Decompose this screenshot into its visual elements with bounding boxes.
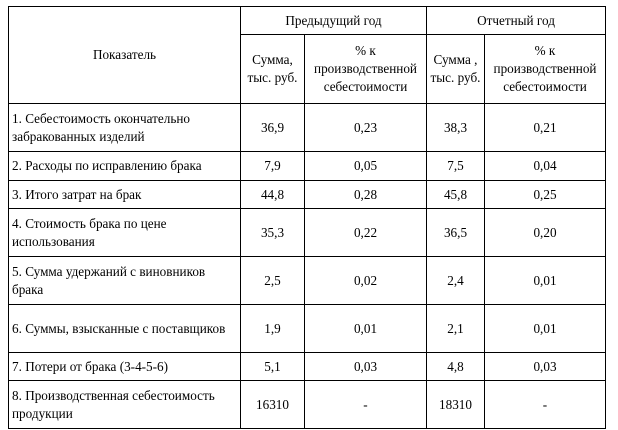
curr-sum-cell: 2,4 xyxy=(427,257,485,305)
prev-sum-header: Сумма, тыс. руб. xyxy=(241,35,305,104)
indicator-header: Показатель xyxy=(9,7,241,104)
curr-pct-cell: 0,21 xyxy=(485,104,606,152)
row-name: 7. Потери от брака (3-4-5-6) xyxy=(9,353,241,381)
row-name: 6. Суммы, взысканные с поставщиков xyxy=(9,305,241,353)
curr-year-header: Отчетный год xyxy=(427,7,606,35)
curr-sum-cell: 7,5 xyxy=(427,152,485,181)
row-name: 5. Сумма удержаний с виновников брака xyxy=(9,257,241,305)
table-row xyxy=(9,152,606,181)
prev-sum-cell: 16310 xyxy=(241,381,305,429)
prev-sum-cell: 5,1 xyxy=(241,353,305,381)
curr-pct-cell: 0,01 xyxy=(485,305,606,353)
prev-sum-cell: 7,9 xyxy=(241,152,305,181)
prev-sum-cell: 44,8 xyxy=(241,181,305,209)
curr-pct-cell: 0,25 xyxy=(485,181,606,209)
table-row xyxy=(9,257,606,305)
prev-sum-cell: 1,9 xyxy=(241,305,305,353)
curr-pct-cell: 0,01 xyxy=(485,257,606,305)
prev-pct-cell: 0,01 xyxy=(305,305,427,353)
table-row xyxy=(9,104,606,152)
curr-sum-cell: 45,8 xyxy=(427,181,485,209)
prev-pct-cell: 0,28 xyxy=(305,181,427,209)
prev-sum-cell: 35,3 xyxy=(241,209,305,257)
prev-pct-header: % к производственной себестоимости xyxy=(305,35,427,104)
prev-year-header: Предыдущий год xyxy=(241,7,427,35)
table-row xyxy=(9,381,606,429)
header-row-top xyxy=(9,7,606,35)
row-name: 3. Итого затрат на брак xyxy=(9,181,241,209)
curr-pct-cell: 0,20 xyxy=(485,209,606,257)
prev-pct-cell: 0,23 xyxy=(305,104,427,152)
curr-sum-cell: 38,3 xyxy=(427,104,485,152)
prev-pct-cell: - xyxy=(305,381,427,429)
table-row xyxy=(9,353,606,381)
prev-pct-cell: 0,05 xyxy=(305,152,427,181)
curr-pct-cell: - xyxy=(485,381,606,429)
row-name: 1. Себестоимость окончательно забракованных изделий xyxy=(9,104,241,152)
prev-sum-cell: 36,9 xyxy=(241,104,305,152)
curr-sum-cell: 18310 xyxy=(427,381,485,429)
curr-pct-header: % к производственной себестоимости xyxy=(485,35,606,104)
curr-sum-cell: 2,1 xyxy=(427,305,485,353)
table-row xyxy=(9,305,606,353)
curr-sum-header: Сумма , тыс. руб. xyxy=(427,35,485,104)
table-row xyxy=(9,209,606,257)
curr-sum-cell: 4,8 xyxy=(427,353,485,381)
curr-pct-cell: 0,04 xyxy=(485,152,606,181)
report-table xyxy=(8,6,606,429)
prev-pct-cell: 0,22 xyxy=(305,209,427,257)
row-name: 8. Производственная себестоимость продукции xyxy=(9,381,241,429)
row-name: 4. Стоимость брака по цене использования xyxy=(9,209,241,257)
prev-pct-cell: 0,02 xyxy=(305,257,427,305)
curr-pct-cell: 0,03 xyxy=(485,353,606,381)
prev-sum-cell: 2,5 xyxy=(241,257,305,305)
prev-pct-cell: 0,03 xyxy=(305,353,427,381)
table-row xyxy=(9,181,606,209)
row-name: 2. Расходы по исправлению брака xyxy=(9,152,241,181)
curr-sum-cell: 36,5 xyxy=(427,209,485,257)
